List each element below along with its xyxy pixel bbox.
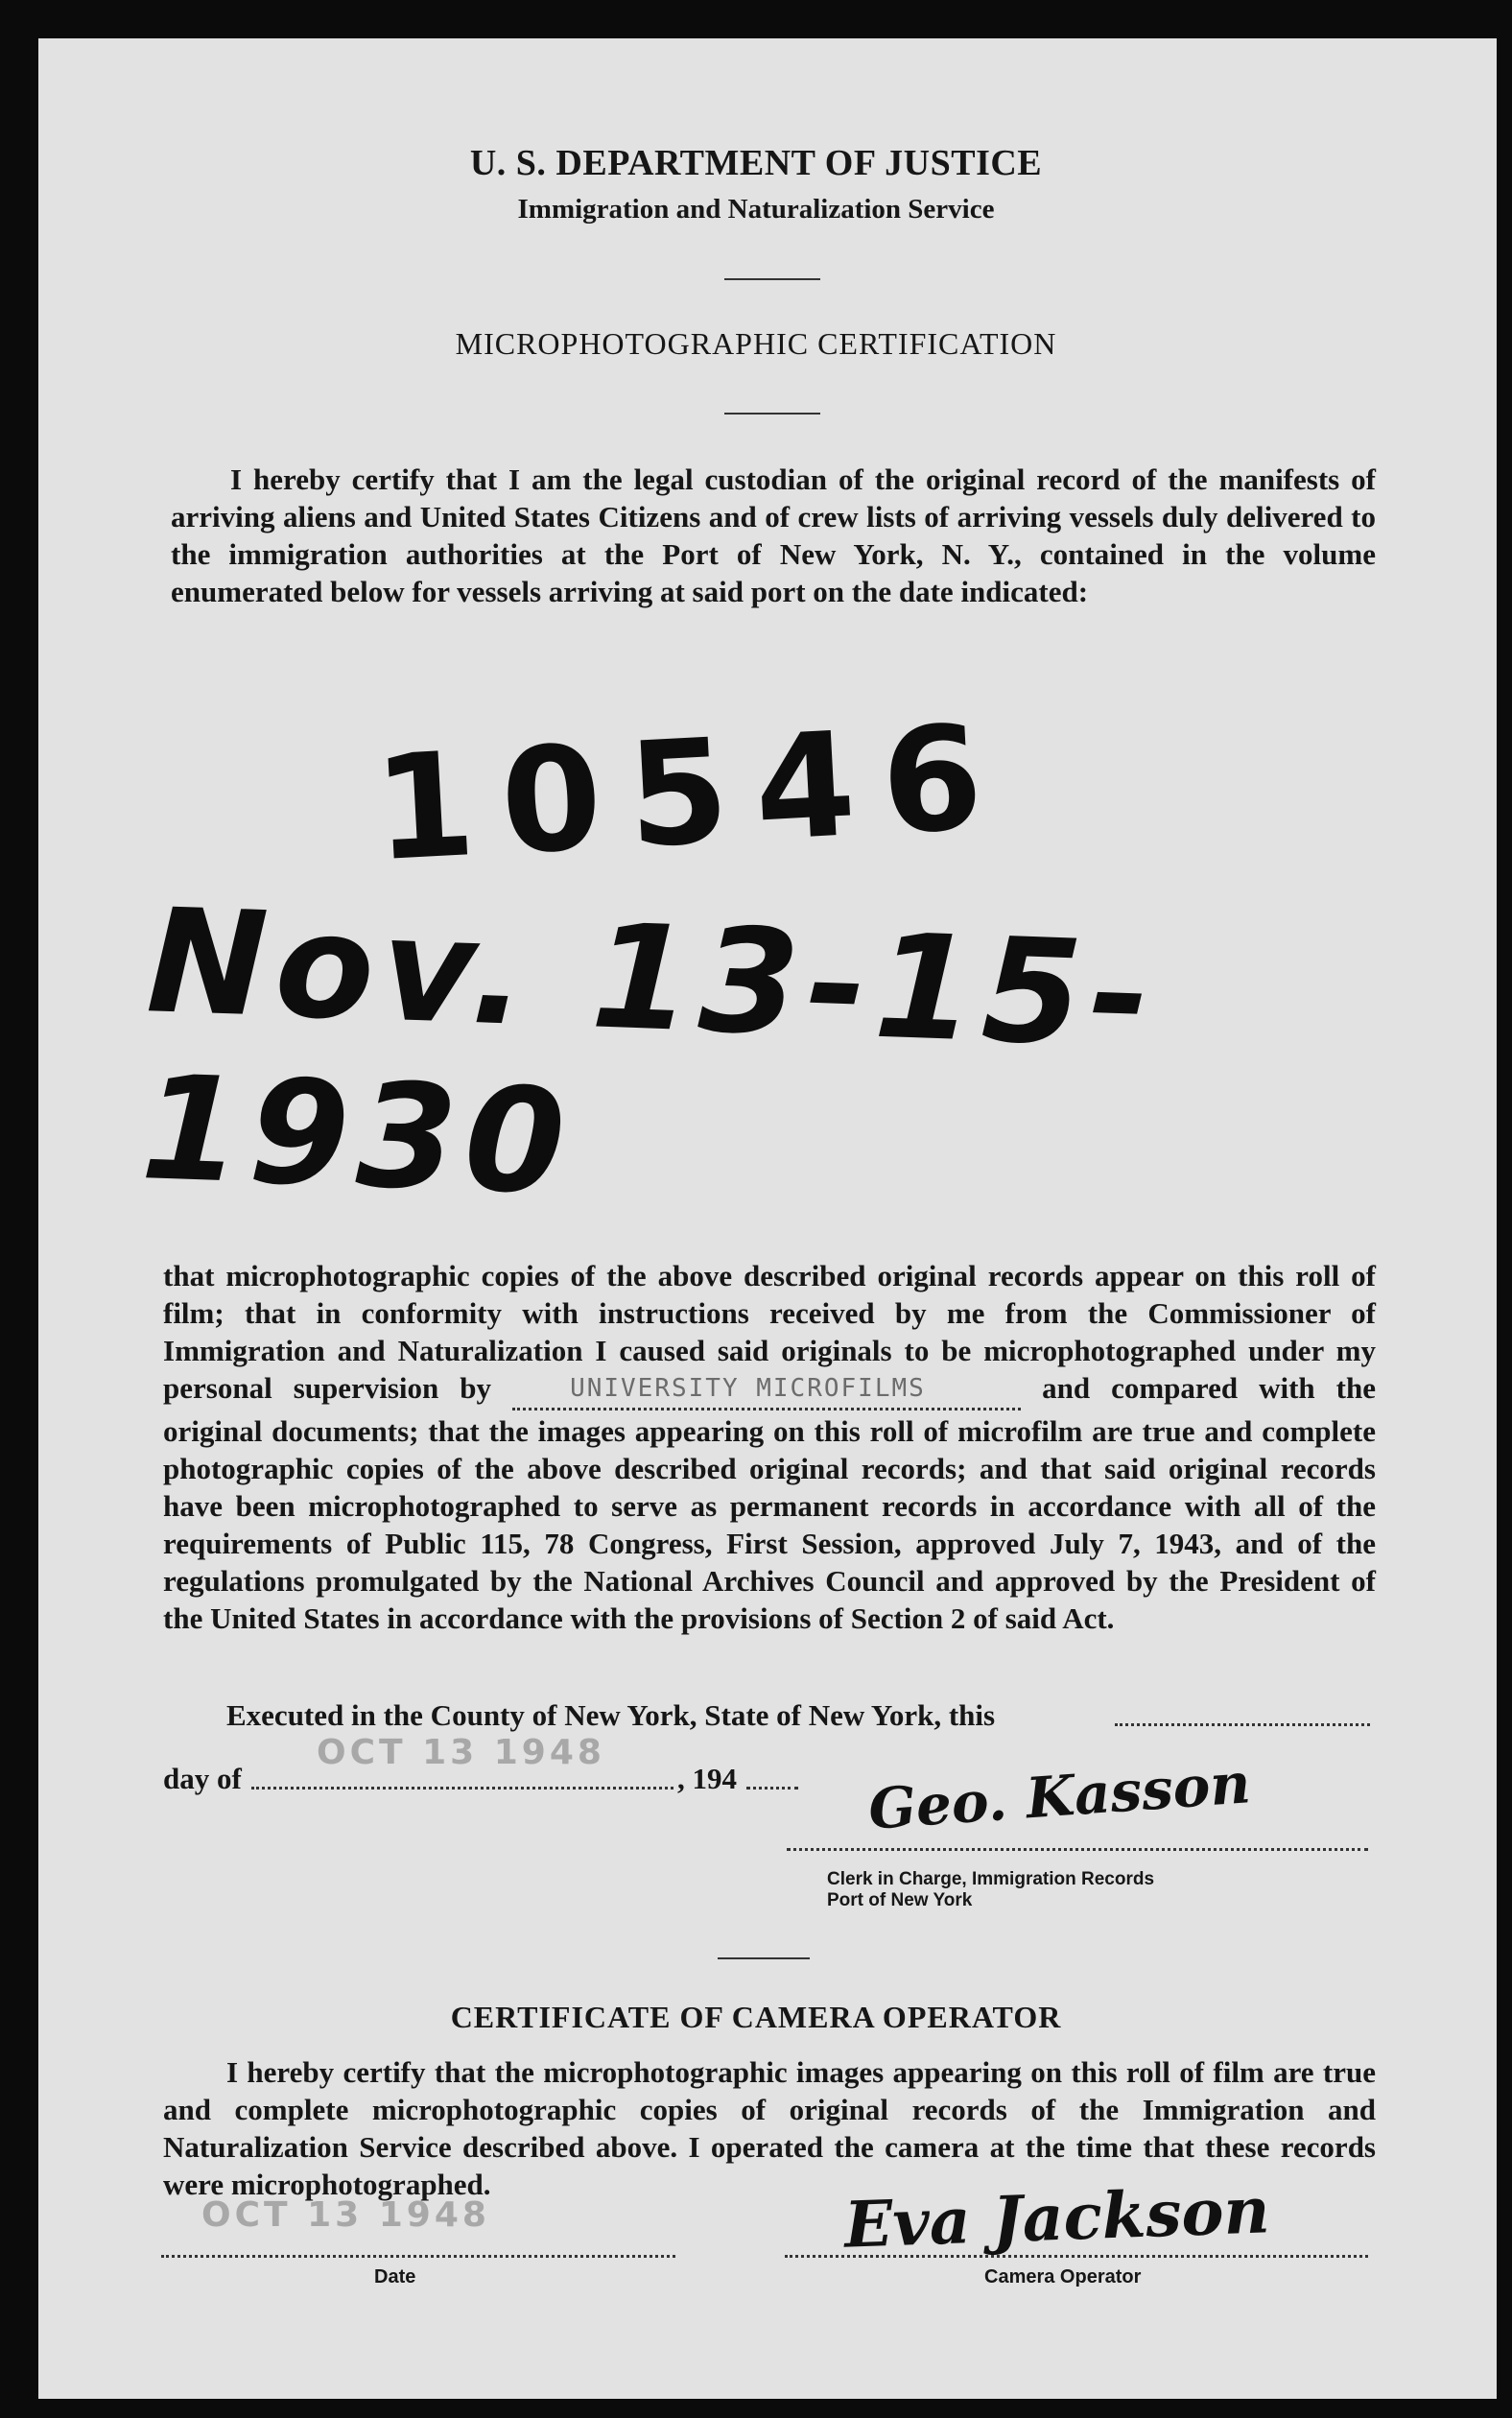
date-field-line [161,2255,675,2258]
divider [724,278,820,280]
clerk-signature-line [787,1848,1368,1851]
supervisor-field [512,1367,1021,1410]
day-of-field [251,1787,673,1790]
divider [718,1957,810,1959]
clerk-port: Port of New York [827,1890,973,1910]
camera-operator-signature: Eva Jackson [842,2172,1271,2263]
clerk-title: Clerk in Charge, Immigration Records [827,1869,1155,1889]
paragraph-text-before: that microphotographic copies of the above described original records appear on this roll of film; that in conformity with instructions received by me from the Commissioner of Immigration and Naturalization I caused said originals to be microphotographed under my personal supervision by [163,1259,1376,1405]
paragraph-text-after: and compared with the original documents; that the images appearing on this roll of microfilm are true and complete photographic copies of the above described original records; and that said original records have been microphotographed to serve as permanent records in accordance with all of the requirements of Public 115, 78 Congress, First Session, approved July 7, 1943, and of the regulations promulgated by the National Archives Council and approved by the President of the United States in accordance with the provisions of Section 2 of said Act. [163,1371,1377,1635]
certification-title: MICROPHOTOGRAPHIC CERTIFICATION [455,326,1057,361]
operator-label: Camera Operator [984,2266,1142,2288]
year-field [746,1787,798,1790]
handwritten-volume-number: 10546 [369,693,1013,894]
execution-day-field [1115,1723,1370,1726]
clerk-signature: Geo. Kasson [866,1750,1253,1842]
camera-certificate-title: CERTIFICATE OF CAMERA OPERATOR [450,2000,1062,2034]
department-title: U. S. DEPARTMENT OF JUSTICE [469,143,1043,183]
handwritten-date: Nov. 13-15-1930 [138,878,1161,1227]
clerk-caption [827,1869,1154,1911]
year-prefix: , 194 [677,1762,737,1795]
camera-date-stamp: OCT 13 1948 [201,2195,490,2235]
microphotograph-paragraph [163,1257,1376,1637]
date-label: Date [374,2266,416,2288]
operator-signature-line [785,2255,1368,2258]
date-stamp: OCT 13 1948 [317,1733,605,1772]
camera-operator-paragraph: I hereby certify that the microphotographic images appearing on this roll of film are true and complete microphotographic copies of original records of the Immigration and Naturalization Service described above. I operated the camera at the time that these records were microphotographed. [163,2055,1376,2201]
custodian-paragraph: I hereby certify that I am the legal custodian of the original record of the manifests of arriving aliens and United States Citizens and of crew lists of arriving vessels duly delivered to the immigration authorities at the Port of New York, N. Y., contained in the volume enumerated below for vessels arriving at said port on the date indicated: [171,462,1376,608]
service-subtitle: Immigration and Naturalization Service [517,194,995,225]
execution-line: Executed in the County of New York, State of New York, this [226,1698,996,1732]
typed-supervisor-name: UNIVERSITY MICROFILMS [570,1374,926,1403]
divider [724,413,820,415]
day-of-label: day of [163,1762,242,1795]
